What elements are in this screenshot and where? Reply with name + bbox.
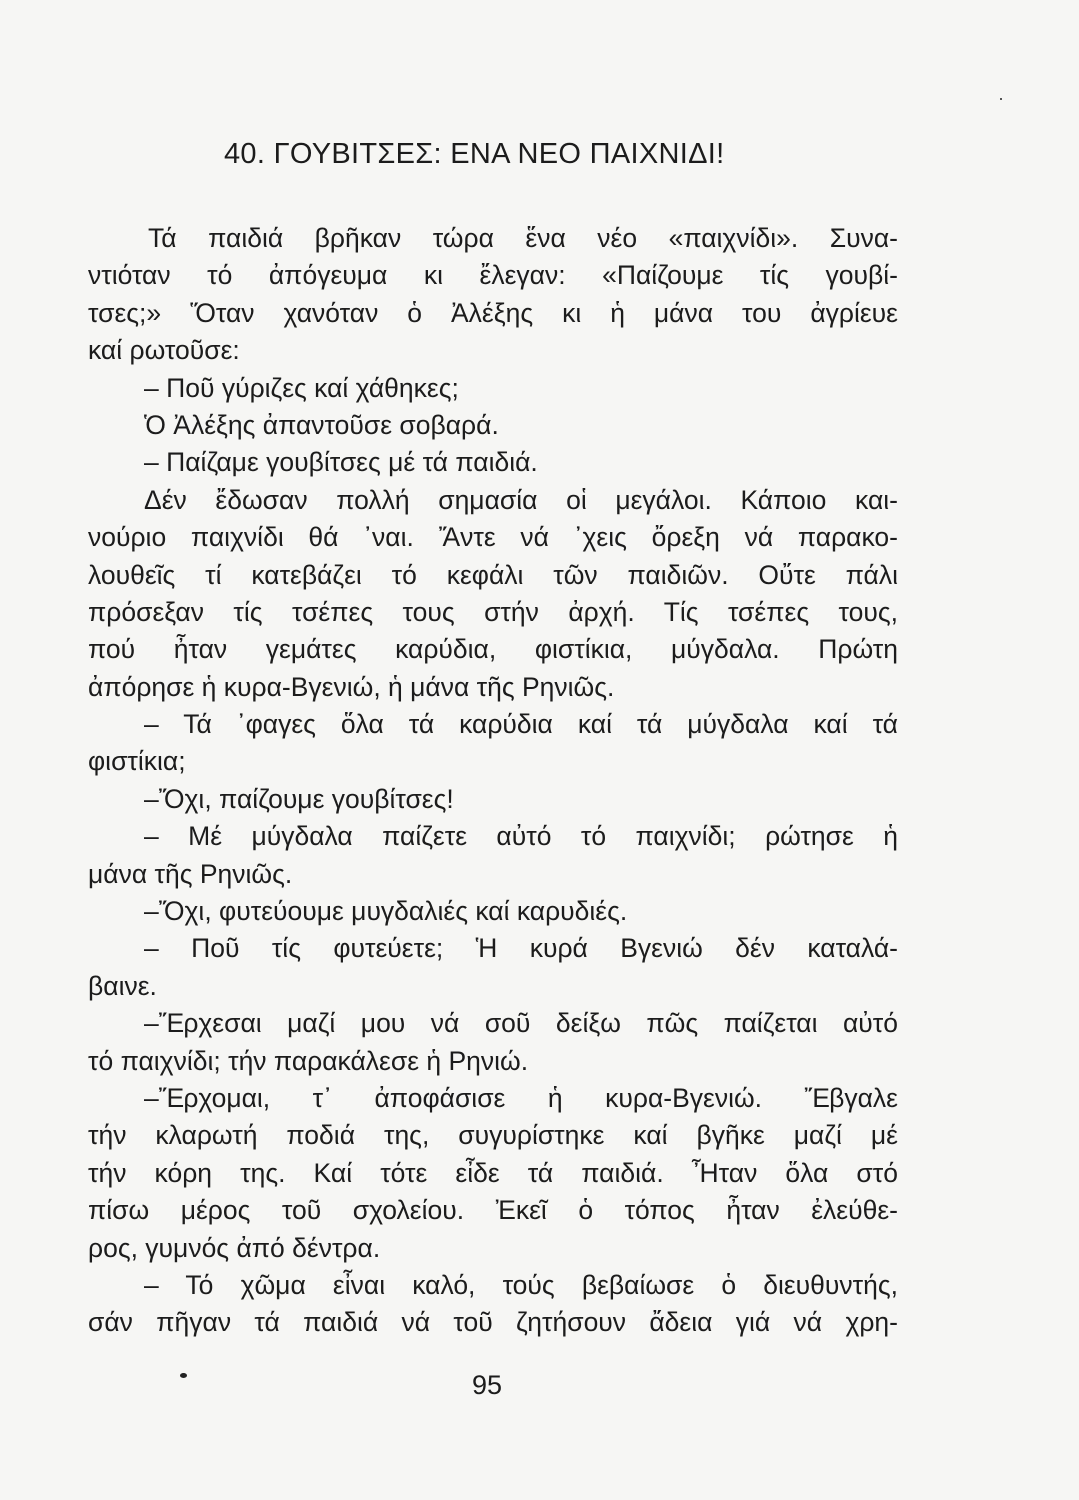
- text-line: – Παίζαμε γουβίτσες μέ τά παιδιά.: [144, 447, 538, 478]
- text-line: μάνα τῆς Ρηνιῶς.: [88, 858, 293, 889]
- text-line: Τά παιδιά βρῆκαν τώρα ἕνα νέο «παιχνίδι». Συνα-: [148, 223, 898, 253]
- text-line: φιστίκια;: [88, 746, 186, 777]
- text-line: νούριο παιχνίδι θά ᾽ναι. Ἄντε νά ᾽χεις ὄρεξη νά παρακο-: [88, 522, 898, 553]
- text-line: σάν πῆγαν τά παιδιά νά τοῦ ζητήσουν ἄδεια γιά νά χρη-: [88, 1307, 898, 1338]
- text-line: –Ἔρχεσαι μαζί μου νά σοῦ δείξω πῶς παίζεται αὐτό: [144, 1008, 898, 1039]
- text-line: τήν κλαρωτή ποδιά της, συγυρίστηκε καί βγῆκε μαζί μέ: [88, 1120, 898, 1151]
- text-line: ντιόταν τό ἀπόγευμα κι ἔλεγαν: «Παίζουμε τίς γουβί-: [88, 260, 898, 291]
- text-line: ἀπόρησε ἡ κυρα-Βγενιώ, ἡ μάνα τῆς Ρηνιῶς.: [88, 671, 615, 702]
- ink-speck: [1000, 98, 1002, 100]
- text-line: ρος, γυμνός ἀπό δέντρα.: [88, 1232, 381, 1263]
- text-line: βαινε.: [88, 970, 157, 1001]
- text-line: –Ὄχι, φυτεύουμε μυγδαλιές καί καρυδιές.: [144, 896, 628, 927]
- ink-speck: [180, 1373, 187, 1378]
- text-line: πίσω μέρος τοῦ σχολείου. Ἐκεῖ ὁ τόπος ἦταν ἐλεύθε-: [88, 1195, 898, 1226]
- text-line: – Τό χῶμα εἶναι καλό, τούς βεβαίωσε ὁ διευθυντής,: [144, 1269, 898, 1300]
- text-line: Δέν ἔδωσαν πολλή σημασία οἱ μεγάλοι. Κάποιο και-: [144, 484, 898, 515]
- text-line: – Ποῦ τίς φυτεύετε; Ἡ κυρά Βγενιώ δέν καταλά-: [144, 933, 898, 964]
- chapter-title: 40. ΓΟΥΒΙΤΣΕΣ: ΕΝΑ ΝΕΟ ΠΑΙΧΝΙΔΙ!: [224, 138, 725, 170]
- text-line: τήν κόρη της. Καί τότε εἶδε τά παιδιά. Ἦταν ὅλα στό: [88, 1157, 898, 1188]
- text-line: τσες;» Ὅταν χανόταν ὁ Ἀλέξης κι ἡ μάνα του ἀγρίευε: [88, 297, 898, 328]
- text-line: καί ρωτοῦσε:: [88, 335, 240, 366]
- text-line: πρόσεξαν τίς τσέπες τους στήν ἀρχή. Τίς τσέπες τους,: [88, 596, 898, 627]
- text-line: –Ἔρχομαι, τ᾽ ἀποφάσισε ἡ κυρα-Βγενιώ. Ἔβγαλε: [144, 1082, 898, 1113]
- text-line: τό παιχνίδι; τήν παρακάλεσε ἡ Ρηνιώ.: [88, 1045, 529, 1076]
- text-line: –Ὄχι, παίζουμε γουβίτσες!: [144, 783, 454, 814]
- text-line: πού ἦταν γεμάτες καρύδια, φιστίκια, μύγδαλα. Πρώτη: [88, 634, 898, 665]
- text-line: λουθεῖς τί κατεβάζει τό κεφάλι τῶν παιδιῶν. Οὔτε πάλι: [88, 559, 898, 590]
- text-line: – Τά ᾽φαγες ὅλα τά καρύδια καί τά μύγδαλα καί τά: [144, 709, 898, 740]
- text-line: – Ποῦ γύριζες καί χάθηκες;: [144, 372, 459, 403]
- text-line: Ὁ Ἀλέξης ἀπαντοῦσε σοβαρά.: [144, 409, 499, 440]
- page-number: 95: [472, 1370, 503, 1400]
- body-text: [88, 220, 898, 1342]
- text-line: – Μέ μύγδαλα παίζετε αὐτό τό παιχνίδι; ρώτησε ἡ: [144, 821, 898, 852]
